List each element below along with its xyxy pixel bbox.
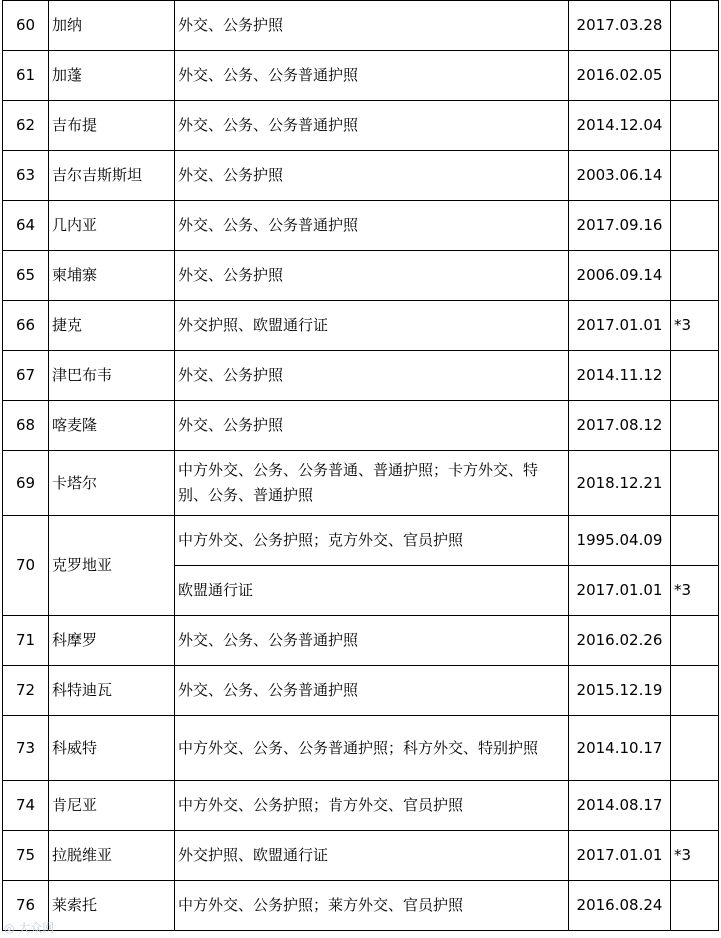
country-name: 加蓬 — [49, 51, 175, 101]
watermark: ◎ 大众网 — [4, 921, 55, 935]
effective-date: 2014.10.17 — [569, 716, 671, 781]
row-number: 76 — [3, 881, 49, 931]
note — [671, 201, 719, 251]
table-row — [3, 401, 719, 451]
table-row — [3, 781, 719, 831]
note — [671, 351, 719, 401]
passport-types: 欧盟通行证 — [175, 566, 569, 616]
passport-types: 外交、公务护照 — [175, 1, 569, 51]
effective-date: 2017.01.01 — [569, 831, 671, 881]
visa-exemption-table — [2, 0, 719, 931]
note — [671, 1, 719, 51]
table-row — [3, 201, 719, 251]
effective-date: 2016.02.05 — [569, 51, 671, 101]
country-name: 喀麦隆 — [49, 401, 175, 451]
effective-date: 2017.09.16 — [569, 201, 671, 251]
effective-date: 2017.01.01 — [569, 301, 671, 351]
row-number: 65 — [3, 251, 49, 301]
country-name: 津巴布韦 — [49, 351, 175, 401]
row-number: 71 — [3, 616, 49, 666]
passport-types: 外交护照、欧盟通行证 — [175, 831, 569, 881]
table-row — [3, 451, 719, 516]
passport-types: 中方外交、公务、公务普通护照；科方外交、特别护照 — [175, 716, 569, 781]
country-name: 莱索托 — [49, 881, 175, 931]
passport-types: 中方外交、公务、公务普通、普通护照；卡方外交、特别、公务、普通护照 — [175, 451, 569, 516]
effective-date: 2014.12.04 — [569, 101, 671, 151]
effective-date: 2016.08.24 — [569, 881, 671, 931]
note: *3 — [671, 301, 719, 351]
passport-types: 外交、公务、公务普通护照 — [175, 616, 569, 666]
table-row — [3, 1, 719, 51]
row-number: 66 — [3, 301, 49, 351]
note — [671, 616, 719, 666]
table-row — [3, 716, 719, 781]
effective-date: 2017.03.28 — [569, 1, 671, 51]
row-number: 61 — [3, 51, 49, 101]
row-number: 60 — [3, 1, 49, 51]
passport-types: 外交、公务、公务普通护照 — [175, 101, 569, 151]
table-row — [3, 151, 719, 201]
table-row — [3, 516, 719, 566]
note — [671, 401, 719, 451]
note — [671, 51, 719, 101]
row-number: 62 — [3, 101, 49, 151]
effective-date: 2017.08.12 — [569, 401, 671, 451]
note — [671, 251, 719, 301]
country-name: 几内亚 — [49, 201, 175, 251]
country-name: 捷克 — [49, 301, 175, 351]
watermark-text: 大众网 — [18, 921, 55, 935]
note — [671, 151, 719, 201]
passport-types: 外交护照、欧盟通行证 — [175, 301, 569, 351]
passport-types: 外交、公务护照 — [175, 401, 569, 451]
country-name: 克罗地亚 — [49, 516, 175, 616]
country-name: 柬埔寨 — [49, 251, 175, 301]
note — [671, 716, 719, 781]
note — [671, 451, 719, 516]
country-name: 肯尼亚 — [49, 781, 175, 831]
passport-types: 外交、公务、公务普通护照 — [175, 666, 569, 716]
country-name: 科威特 — [49, 716, 175, 781]
passport-types: 外交、公务护照 — [175, 151, 569, 201]
effective-date: 2014.08.17 — [569, 781, 671, 831]
country-name: 科特迪瓦 — [49, 666, 175, 716]
note — [671, 666, 719, 716]
country-name: 吉尔吉斯斯坦 — [49, 151, 175, 201]
effective-date: 2014.11.12 — [569, 351, 671, 401]
effective-date: 2016.02.26 — [569, 616, 671, 666]
effective-date: 2018.12.21 — [569, 451, 671, 516]
note — [671, 516, 719, 566]
passport-types: 中方外交、公务护照；克方外交、官员护照 — [175, 516, 569, 566]
country-name: 卡塔尔 — [49, 451, 175, 516]
table-row — [3, 881, 719, 931]
passport-types: 外交、公务护照 — [175, 251, 569, 301]
note — [671, 101, 719, 151]
country-name: 吉布提 — [49, 101, 175, 151]
passport-types: 外交、公务护照 — [175, 351, 569, 401]
passport-types: 中方外交、公务护照；肯方外交、官员护照 — [175, 781, 569, 831]
effective-date: 2006.09.14 — [569, 251, 671, 301]
row-number: 64 — [3, 201, 49, 251]
passport-types: 中方外交、公务护照；莱方外交、官员护照 — [175, 881, 569, 931]
note: *3 — [671, 566, 719, 616]
country-name: 科摩罗 — [49, 616, 175, 666]
table-row — [3, 666, 719, 716]
table-row — [3, 831, 719, 881]
table-row — [3, 251, 719, 301]
row-number: 68 — [3, 401, 49, 451]
table-row — [3, 616, 719, 666]
table-row — [3, 351, 719, 401]
effective-date: 2017.01.01 — [569, 566, 671, 616]
effective-date: 2003.06.14 — [569, 151, 671, 201]
row-number: 74 — [3, 781, 49, 831]
table-row — [3, 51, 719, 101]
row-number: 75 — [3, 831, 49, 881]
table-row — [3, 101, 719, 151]
passport-types: 外交、公务、公务普通护照 — [175, 51, 569, 101]
country-name: 拉脱维亚 — [49, 831, 175, 881]
note — [671, 781, 719, 831]
row-number: 73 — [3, 716, 49, 781]
row-number: 69 — [3, 451, 49, 516]
note: *3 — [671, 831, 719, 881]
table-row — [3, 301, 719, 351]
row-number: 70 — [3, 516, 49, 616]
row-number: 63 — [3, 151, 49, 201]
effective-date: 2015.12.19 — [569, 666, 671, 716]
note — [671, 881, 719, 931]
row-number: 67 — [3, 351, 49, 401]
passport-types: 外交、公务、公务普通护照 — [175, 201, 569, 251]
country-name: 加纳 — [49, 1, 175, 51]
effective-date: 1995.04.09 — [569, 516, 671, 566]
row-number: 72 — [3, 666, 49, 716]
